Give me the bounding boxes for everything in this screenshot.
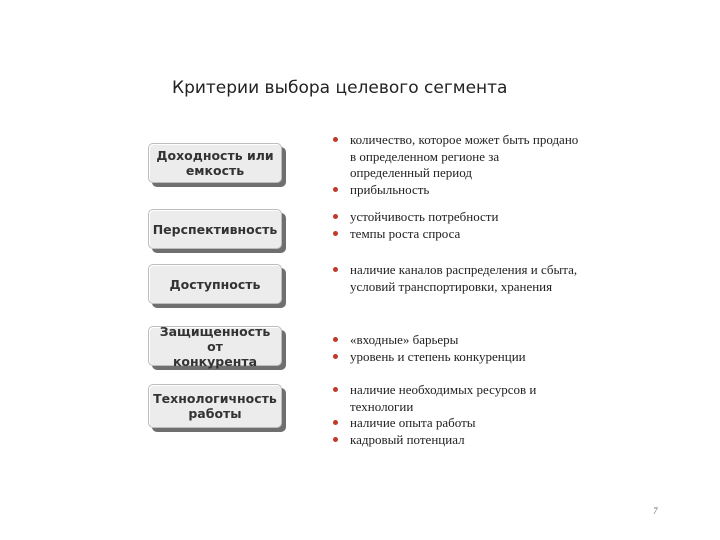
criterion-box-technology	[148, 384, 282, 428]
criterion-details-profitability	[330, 132, 580, 198]
bullet-icon	[333, 267, 338, 272]
criterion-label: Технологичность работы	[153, 391, 277, 421]
bullet-icon	[333, 437, 338, 442]
criterion-label: Защищенность от конкурента	[159, 323, 271, 369]
bullet-icon	[333, 420, 338, 425]
bullet-icon	[333, 137, 338, 142]
criterion-box-prospects	[148, 209, 282, 249]
detail-item: «входные» барьеры	[330, 332, 580, 349]
detail-item: наличие опыта работы	[330, 415, 580, 432]
criterion-box-profitability	[148, 143, 282, 183]
detail-item: количество, которое может быть продано в определенном регионе за определенный период	[330, 132, 580, 182]
detail-item: устойчивость потребности	[330, 209, 580, 226]
slide-title: Критерии выбора целевого сегмента	[172, 78, 508, 98]
page-number: 7	[653, 506, 658, 516]
bullet-icon	[333, 231, 338, 236]
detail-item: уровень и степень конкуренции	[330, 349, 580, 366]
detail-item: прибыльность	[330, 182, 580, 199]
criterion-details-competition-protection	[330, 332, 580, 365]
criterion-box-competition-protection	[148, 323, 282, 369]
criterion-box-accessibility	[148, 264, 282, 304]
detail-item: темпы роста спроса	[330, 226, 580, 243]
bullet-icon	[333, 187, 338, 192]
detail-item: наличие каналов распределения и сбыта, условий транспортировки, хранения	[330, 262, 580, 295]
criterion-details-accessibility	[330, 262, 580, 295]
bullet-icon	[333, 354, 338, 359]
criterion-details-prospects	[330, 209, 580, 242]
detail-item: кадровый потенциал	[330, 432, 580, 449]
criterion-label: Доходность или емкость	[156, 148, 274, 178]
detail-item: наличие необходимых ресурсов и технологии	[330, 382, 580, 415]
bullet-icon	[333, 214, 338, 219]
criterion-details-technology	[330, 382, 580, 448]
criterion-label: Доступность	[169, 276, 261, 292]
criterion-label: Перспективность	[152, 221, 278, 237]
bullet-icon	[333, 387, 338, 392]
bullet-icon	[333, 337, 338, 342]
